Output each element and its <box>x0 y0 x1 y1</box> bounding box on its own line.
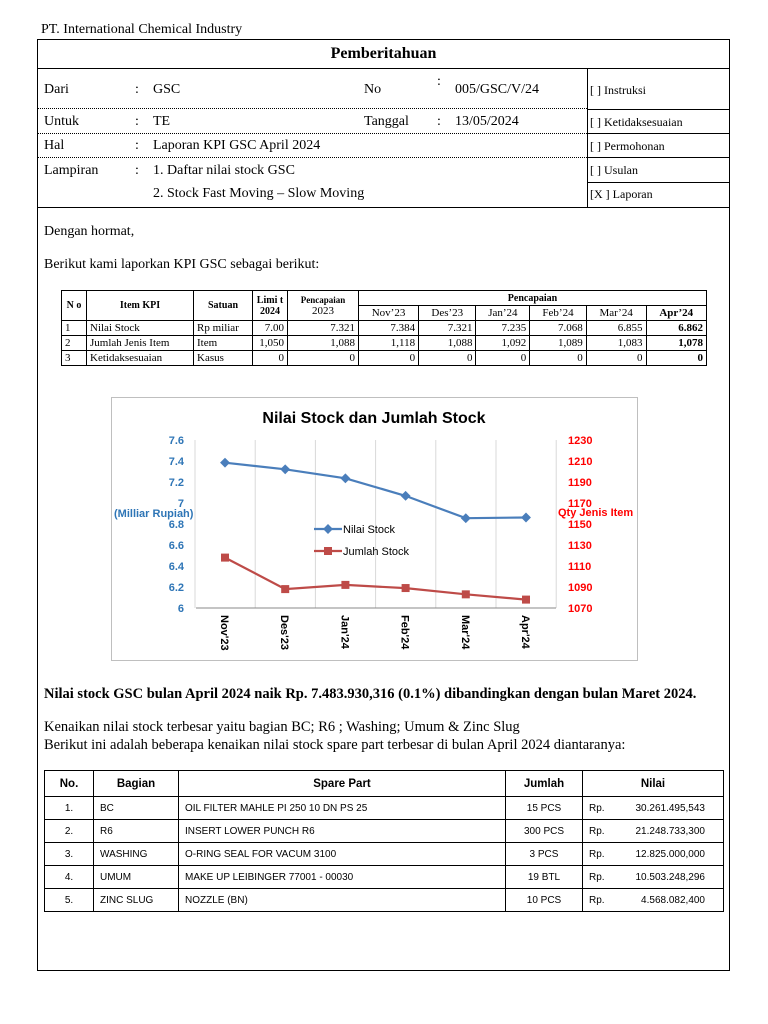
chart-svg <box>112 398 637 660</box>
y-tick-label: 7 <box>177 498 184 510</box>
y-tick-label: 6.2 <box>168 582 184 594</box>
y-right-axis-label: Qty Jenis Item <box>558 507 634 519</box>
cell-limit: 1,050 <box>253 336 288 351</box>
cell-no: 4. <box>45 866 94 889</box>
company-name: PT. International Chemical Industry <box>41 22 243 37</box>
untuk-value: TE <box>153 114 171 129</box>
cell-jumlah: 10 PCS <box>506 889 583 912</box>
header-pencapaian-2023-year: 2023 <box>312 304 334 317</box>
cell-item: Ketidaksesuaian <box>87 351 194 366</box>
legend-marker <box>323 524 333 534</box>
hal-label: Hal <box>44 138 65 153</box>
checkbox-usulan: [ ] Usulan <box>590 163 638 177</box>
data-point <box>521 513 531 523</box>
header-satuan: Satuan <box>194 291 253 321</box>
nilai-value: 30.261.495,543 <box>635 802 705 814</box>
y-right-tick-label: 1230 <box>568 435 593 447</box>
table-row <box>62 321 707 336</box>
y-tick-label: 7.2 <box>168 477 184 489</box>
cell-jumlah: 3 PCS <box>506 843 583 866</box>
cell-bagian: R6 <box>94 820 179 843</box>
cell-nilai <box>583 820 724 843</box>
x-tick-label: Mar'24 <box>458 615 471 650</box>
month-header: Jan’24 <box>476 306 530 321</box>
x-tick-label: Nov'23 <box>218 615 230 651</box>
y-tick-label: 6.8 <box>168 519 184 531</box>
data-point <box>401 491 411 501</box>
y-right-tick-label: 1070 <box>568 603 593 615</box>
cell-value: 1,089 <box>530 336 587 351</box>
column-divider <box>587 69 588 207</box>
x-tick-label: Des'23 <box>278 615 291 651</box>
data-point <box>462 590 470 598</box>
nilai-value: 10.503.248,296 <box>635 871 705 883</box>
currency-label: Rp. <box>589 871 605 883</box>
cell-limit: 7.00 <box>253 321 288 336</box>
cell-value: 1,078 <box>646 336 706 351</box>
cell-jumlah: 300 PCS <box>506 820 583 843</box>
lampiran-item-2: 2. Stock Fast Moving – Slow Moving <box>153 186 365 201</box>
y-tick-label: 6.6 <box>168 540 184 552</box>
dari-value: GSC <box>153 82 181 97</box>
tanggal-value: 13/05/2024 <box>455 114 519 129</box>
table-row <box>45 797 724 820</box>
header-spare-part: Spare Part <box>179 771 506 797</box>
currency-label: Rp. <box>589 848 605 860</box>
month-header: Mar’24 <box>586 306 646 321</box>
data-point <box>402 584 410 592</box>
cell-jumlah: 15 PCS <box>506 797 583 820</box>
divider <box>587 109 730 110</box>
data-point <box>220 458 230 468</box>
cell-bagian: ZINC SLUG <box>94 889 179 912</box>
y-axis-label: (Milliar Rupiah) <box>114 508 194 520</box>
header-pencapaian-2023-label: Pencapaian <box>300 294 346 305</box>
greeting: Dengan hormat, <box>44 224 135 239</box>
cell-spare-part: NOZZLE (BN) <box>179 889 506 912</box>
data-point <box>280 464 290 474</box>
memo-title: Pemberitahuan <box>37 39 730 69</box>
legend-marker <box>324 547 332 555</box>
table-row <box>45 820 724 843</box>
y-right-tick-label: 1090 <box>568 582 593 594</box>
month-header: Nov’23 <box>359 306 419 321</box>
cell-value: 0 <box>646 351 706 366</box>
checkbox-ketidaksesuaian: [ ] Ketidaksesuaian <box>590 115 683 129</box>
untuk-label: Untuk <box>44 114 79 129</box>
cell-bagian: BC <box>94 797 179 820</box>
month-header: Apr’24 <box>646 306 706 321</box>
cell-spare-part: INSERT LOWER PUNCH R6 <box>179 820 506 843</box>
table-row <box>45 843 724 866</box>
header-bagian: Bagian <box>94 771 179 797</box>
cell-p2023: 1,088 <box>288 336 359 351</box>
data-point <box>340 473 350 483</box>
checkbox-instruksi: [ ] Instruksi <box>590 83 646 97</box>
data-point <box>281 585 289 593</box>
divider <box>37 157 587 158</box>
cell-jumlah: 19 BTL <box>506 866 583 889</box>
currency-label: Rp. <box>589 825 605 837</box>
header-no: No. <box>45 771 94 797</box>
intro-text: Berikut kami laporkan KPI GSC sebagai berikut: <box>44 257 320 272</box>
cell-no: 1. <box>45 797 94 820</box>
cell-value: 7.321 <box>419 321 476 336</box>
table-row <box>62 351 707 366</box>
dari-label: Dari <box>44 82 69 97</box>
cell-value: 7.068 <box>530 321 587 336</box>
cell-value: 0 <box>586 351 646 366</box>
colon: : <box>437 114 441 129</box>
y-right-tick-label: 1210 <box>568 456 593 468</box>
cell-no: 2. <box>45 820 94 843</box>
cell-no: 3 <box>62 351 87 366</box>
header-bottom-rule <box>37 207 730 208</box>
header-item-kpi: Item KPI <box>87 291 194 321</box>
cell-no: 3. <box>45 843 94 866</box>
divider <box>587 133 730 134</box>
cell-no: 1 <box>62 321 87 336</box>
cell-value: 1,118 <box>359 336 419 351</box>
hal-value: Laporan KPI GSC April 2024 <box>153 138 321 153</box>
cell-value: 6.855 <box>586 321 646 336</box>
header-pencapaian: Pencapaian <box>359 291 707 306</box>
kpi-table <box>61 290 707 366</box>
colon: : <box>135 163 139 178</box>
x-tick-label: Feb'24 <box>398 615 411 650</box>
legend-label: Jumlah Stock <box>343 546 410 558</box>
month-header: Des’23 <box>419 306 476 321</box>
cell-satuan: Rp miliar <box>194 321 253 336</box>
divider <box>587 182 730 183</box>
y-tick-label: 7.6 <box>168 435 184 447</box>
body-line-3: Berikut ini adalah beberapa kenaikan nilai stock spare part terbesar di bulan April 2024 diantaranya: <box>44 737 626 753</box>
nilai-value: 4.568.082,400 <box>641 894 705 906</box>
legend-label: Nilai Stock <box>343 524 395 536</box>
cell-value: 0 <box>476 351 530 366</box>
cell-value: 1,092 <box>476 336 530 351</box>
colon: : <box>135 82 139 97</box>
spare-part-table <box>44 770 724 912</box>
no-value: 005/GSC/V/24 <box>455 82 540 97</box>
x-tick-label: Jan'24 <box>338 615 351 649</box>
cell-bagian: WASHING <box>94 843 179 866</box>
lampiran-item-1: 1. Daftar nilai stock GSC <box>153 163 295 178</box>
divider <box>37 133 587 134</box>
body-line-2: Kenaikan nilai stock terbesar yaitu bagian BC; R6 ; Washing; Umum & Zinc Slug <box>44 719 520 735</box>
divider <box>37 108 587 109</box>
data-point <box>341 581 349 589</box>
cell-value: 7.384 <box>359 321 419 336</box>
nilai-value: 21.248.733,300 <box>635 825 705 837</box>
currency-label: Rp. <box>589 802 605 814</box>
cell-spare-part: MAKE UP LEIBINGER 77001 - 00030 <box>179 866 506 889</box>
y-right-tick-label: 1110 <box>568 561 592 573</box>
cell-p2023: 7.321 <box>288 321 359 336</box>
summary-text: Nilai stock GSC bulan April 2024 naik Rp. 7.483.930,316 (0.1%) dibandingkan dengan bulan Maret 2024. <box>44 686 697 702</box>
colon: : <box>437 74 441 89</box>
header-no: N o <box>62 291 87 321</box>
colon: : <box>135 114 139 129</box>
cell-satuan: Item <box>194 336 253 351</box>
header-limit: Limi t 2024 <box>253 291 288 321</box>
cell-value: 1,088 <box>419 336 476 351</box>
cell-item: Jumlah Jenis Item <box>87 336 194 351</box>
checkbox-laporan: [X ] Laporan <box>590 187 653 201</box>
y-tick-label: 7.4 <box>168 456 184 468</box>
cell-p2023: 0 <box>288 351 359 366</box>
colon: : <box>135 138 139 153</box>
cell-no: 5. <box>45 889 94 912</box>
month-header: Feb’24 <box>530 306 587 321</box>
nilai-value: 12.825.000,000 <box>635 848 705 860</box>
cell-value: 0 <box>359 351 419 366</box>
header-jumlah: Jumlah <box>506 771 583 797</box>
chart-title: Nilai Stock dan Jumlah Stock <box>262 410 486 427</box>
lampiran-label: Lampiran <box>44 163 99 178</box>
table-row <box>45 889 724 912</box>
cell-value: 0 <box>530 351 587 366</box>
cell-spare-part: OIL FILTER MAHLE PI 250 10 DN PS 25 <box>179 797 506 820</box>
y-right-tick-label: 1150 <box>568 519 592 531</box>
cell-nilai <box>583 866 724 889</box>
cell-nilai <box>583 843 724 866</box>
cell-item: Nilai Stock <box>87 321 194 336</box>
y-right-tick-label: 1170 <box>568 498 592 510</box>
cell-value: 0 <box>419 351 476 366</box>
cell-spare-part: O-RING SEAL FOR VACUM 3100 <box>179 843 506 866</box>
checkbox-permohonan: [ ] Permohonan <box>590 139 665 153</box>
y-tick-label: 6 <box>177 603 184 615</box>
cell-value: 7.235 <box>476 321 530 336</box>
currency-label: Rp. <box>589 894 605 906</box>
x-tick-label: Apr'24 <box>519 615 531 649</box>
cell-nilai <box>583 797 724 820</box>
table-row <box>45 866 724 889</box>
y-right-tick-label: 1130 <box>568 540 592 552</box>
cell-value: 1,083 <box>586 336 646 351</box>
divider <box>587 157 730 158</box>
y-tick-label: 6.4 <box>168 561 184 573</box>
data-point <box>461 513 471 523</box>
cell-value: 6.862 <box>646 321 706 336</box>
cell-nilai <box>583 889 724 912</box>
data-point <box>522 596 530 604</box>
stock-chart <box>111 397 638 661</box>
header-pencapaian-2023 <box>288 291 359 321</box>
data-point <box>221 554 229 562</box>
cell-satuan: Kasus <box>194 351 253 366</box>
cell-limit: 0 <box>253 351 288 366</box>
header-nilai: Nilai <box>583 771 724 797</box>
cell-no: 2 <box>62 336 87 351</box>
no-label: No <box>364 82 382 97</box>
cell-bagian: UMUM <box>94 866 179 889</box>
y-right-tick-label: 1190 <box>568 477 592 489</box>
table-row <box>62 336 707 351</box>
tanggal-label: Tanggal <box>364 114 409 129</box>
